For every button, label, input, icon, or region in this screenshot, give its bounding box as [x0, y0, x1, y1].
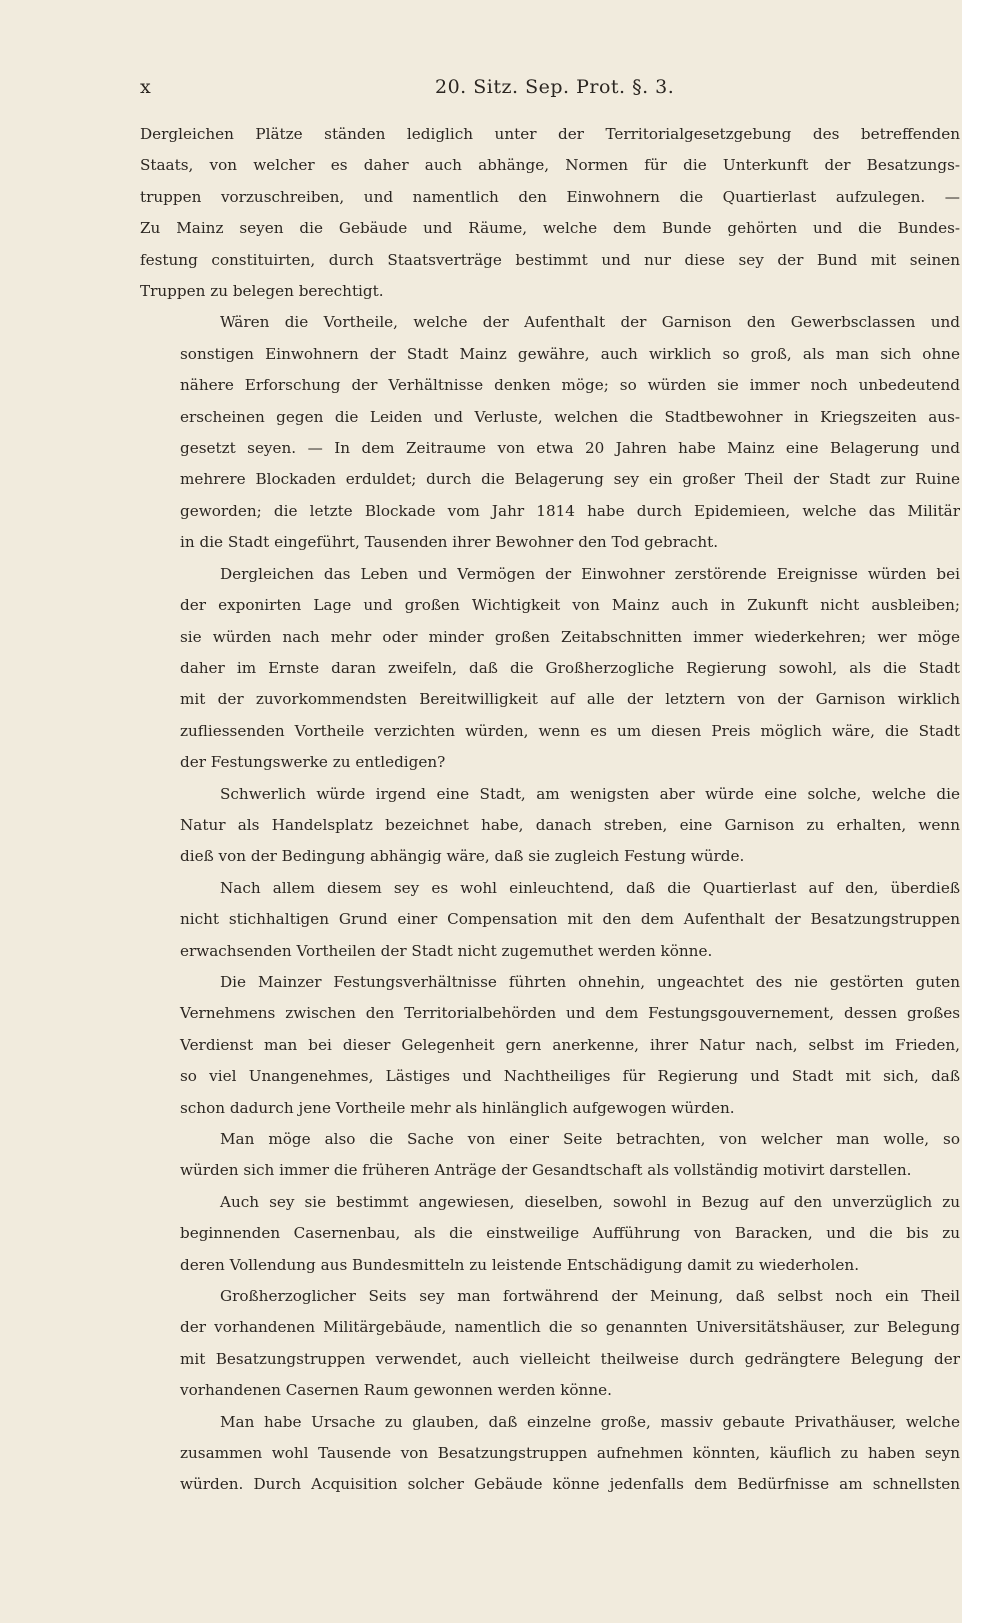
- text-line: Zu Mainz seyen die Gebäude und Räume, welche dem Bunde gehörten und die Bundes-: [140, 219, 960, 238]
- text-line: daher im Ernste daran zweifeln, daß die Großherzogliche Regierung sowohl, als die Stadt: [180, 658, 960, 677]
- text-line: Schwerlich würde irgend eine Stadt, am wenigsten aber würde eine solche, welche die: [220, 784, 960, 803]
- text-line: dieß von der Bedingung abhängig wäre, daß sie zugleich Festung würde.: [180, 847, 745, 866]
- text-line: deren Vollendung aus Bundesmitteln zu leistende Entschädigung damit zu wiederholen.: [180, 1255, 860, 1274]
- text-line: erwachsenden Vortheilen der Stadt nicht zugemuthet werden könne.: [180, 941, 713, 960]
- text-line: Auch sey sie bestimmt angewiesen, dieselben, sowohl in Bezug auf den unverzüglich zu: [220, 1192, 960, 1211]
- text-line: in die Stadt eingeführt, Tausenden ihrer Bewohner den Tod gebracht.: [180, 533, 719, 552]
- text-line: Truppen zu belegen berechtigt.: [140, 282, 384, 301]
- text-line: Man möge also die Sache von einer Seite betrachten, von welcher man wolle, so: [220, 1130, 960, 1148]
- paragraph: [140, 119, 960, 307]
- paragraph: [140, 873, 960, 967]
- paragraph: [140, 779, 960, 873]
- text-line: Großherzoglicher Seits sey man fortwährend der Meinung, daß selbst noch ein Theil: [220, 1287, 960, 1306]
- page-edge: [962, 0, 1000, 1623]
- text-line: zufliessenden Vortheile verzichten würden, wenn es um diesen Preis möglich wäre, die Stadt: [180, 721, 960, 740]
- text-line: Verdienst man bei dieser Gelegenheit gern anerkenne, ihrer Natur nach, selbst im Frieden,: [180, 1035, 960, 1054]
- text-line: Staats, von welcher es daher auch abhänge, Normen für die Unterkunft der Besatzungs-: [140, 156, 960, 175]
- text-line: Natur als Handelsplatz bezeichnet habe, danach streben, eine Garnison zu erhalten, wenn: [180, 815, 960, 834]
- text-line: Dergleichen Plätze ständen lediglich unter der Territorialgesetzgebung des betreffenden: [140, 125, 960, 143]
- text-line: vorhandenen Casernen Raum gewonnen werden könne.: [180, 1381, 612, 1400]
- text-line: so viel Unangenehmes, Lästiges und Nachtheiliges für Regierung und Stadt mit sich, daß: [180, 1067, 960, 1086]
- text-line: Wären die Vortheile, welche der Aufenthalt der Garnison den Gewerbsclassen und: [220, 313, 960, 332]
- text-line: sonstigen Einwohnern der Stadt Mainz gewähre, auch wirklich so groß, als man sich ohne: [180, 344, 960, 363]
- text-line: gesetzt seyen. — In dem Zeitraume von etwa 20 Jahren habe Mainz eine Belagerung und: [180, 439, 960, 458]
- page-header: [140, 76, 960, 106]
- paragraph: [140, 967, 960, 1124]
- text-line: erscheinen gegen die Leiden und Verluste, welchen die Stadtbewohner in Kriegszeiten aus-: [180, 407, 960, 426]
- text-line: Vernehmens zwischen den Territorialbehörden und dem Festungsgouvernement, dessen großes: [180, 1004, 960, 1023]
- running-title: 20. Sitz. Sep. Prot. §. 3.: [435, 76, 675, 98]
- text-line: nähere Erforschung der Verhältnisse denken möge; so würden sie immer noch unbedeutend: [180, 376, 960, 395]
- text-line: truppen vorzuschreiben, und namentlich den Einwohnern die Quartierlast aufzulegen. —: [140, 187, 960, 206]
- text-line: würden sich immer die früheren Anträge der Gesandtschaft als vollständig motivirt darstellen.: [180, 1161, 912, 1180]
- paragraph: [140, 1187, 960, 1281]
- paragraph: [140, 559, 960, 779]
- paragraph: [140, 307, 960, 558]
- text-line: Die Mainzer Festungsverhältnisse führten ohnehin, ungeachtet des nie gestörten guten: [220, 972, 960, 991]
- text-line: Dergleichen das Leben und Vermögen der Einwohner zerstörende Ereignisse würden bei: [220, 564, 960, 583]
- text-line: Man habe Ursache zu glauben, daß einzelne große, massiv gebaute Privathäuser, welche: [220, 1412, 960, 1431]
- text-line: zusammen wohl Tausende von Besatzungstruppen aufnehmen könnten, käuflich zu haben seyn: [180, 1444, 960, 1463]
- text-line: der vorhandenen Militärgebäude, namentlich die so genannten Universitätshäuser, zur Belegung: [180, 1318, 960, 1337]
- text-line: festung constituirten, durch Staatsverträge bestimmt und nur diese sey der Bund mit seinen: [140, 250, 960, 269]
- paragraph: [140, 1407, 960, 1501]
- page-number: x: [140, 76, 151, 98]
- text-line: nicht stichhaltigen Grund einer Compensation mit den dem Aufenthalt der Besatzungstruppen: [180, 910, 960, 929]
- text-line: Nach allem diesem sey es wohl einleuchtend, daß die Quartierlast auf den, überdieß: [220, 878, 960, 897]
- text-line: der Festungswerke zu entledigen?: [180, 753, 446, 772]
- body-text: [140, 119, 960, 1501]
- paragraph: [140, 1281, 960, 1407]
- text-line: mehrere Blockaden erduldet; durch die Belagerung sey ein großer Theil der Stadt zur Ruine: [180, 470, 960, 489]
- text-line: geworden; die letzte Blockade vom Jahr 1814 habe durch Epidemieen, welche das Militär: [180, 501, 960, 520]
- text-line: der exponirten Lage und großen Wichtigkeit von Mainz auch in Zukunft nicht ausbleiben;: [180, 596, 960, 615]
- text-line: würden. Durch Acquisition solcher Gebäude könne jedenfalls dem Bedürfnisse am schnellsten: [180, 1475, 960, 1494]
- text-line: schon dadurch jene Vortheile mehr als hinlänglich aufgewogen würden.: [180, 1098, 735, 1117]
- text-line: sie würden nach mehr oder minder großen Zeitabschnitten immer wiederkehren; wer möge: [180, 627, 960, 646]
- paragraph: [140, 1124, 960, 1187]
- text-line: mit der zuvorkommendsten Bereitwilligkeit auf alle der letztern von der Garnison wirklich: [180, 690, 960, 709]
- text-line: mit Besatzungstruppen verwendet, auch vielleicht theilweise durch gedrängtere Belegung der: [180, 1349, 960, 1368]
- text-line: beginnenden Casernenbau, als die einstweilige Aufführung von Baracken, und die bis zu: [180, 1224, 960, 1243]
